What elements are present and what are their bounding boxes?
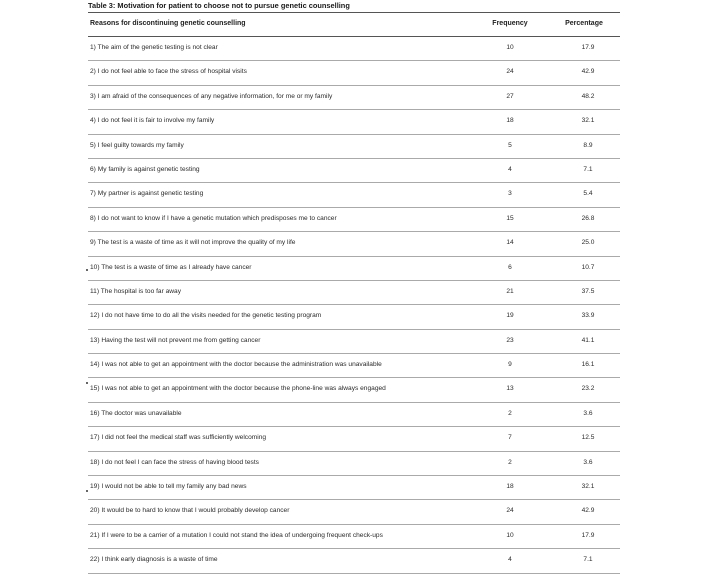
table-row bbox=[88, 110, 620, 134]
frequency-cell: 10 bbox=[506, 44, 514, 51]
percentage-cell: 25.0 bbox=[581, 239, 595, 247]
percentage-cell: 7.1 bbox=[583, 556, 593, 564]
frequency-cell: 5 bbox=[508, 141, 512, 149]
motivation-table bbox=[88, 12, 620, 574]
percentage-cell: 23.2 bbox=[581, 385, 595, 393]
frequency-cell: 6 bbox=[508, 263, 512, 271]
frequency-cell: 3 bbox=[508, 190, 512, 198]
percentage-cell: 8.9 bbox=[583, 141, 593, 149]
table-row bbox=[88, 330, 620, 354]
reason-cell: 3) I am afraid of the consequences of any negative information, for me or my family bbox=[90, 92, 333, 100]
frequency-cell: 14 bbox=[506, 239, 514, 247]
table-row bbox=[88, 208, 620, 232]
frequency-cell: 9 bbox=[508, 361, 512, 369]
scan-mark bbox=[86, 269, 88, 271]
percentage-cell: 42.9 bbox=[581, 68, 595, 76]
table-row bbox=[88, 305, 620, 329]
table-row bbox=[88, 427, 620, 451]
percentage-cell: 7.1 bbox=[583, 165, 593, 173]
header-percentage: Percentage bbox=[565, 20, 603, 27]
percentage-cell: 3.6 bbox=[583, 458, 593, 466]
percentage-cell: 48.2 bbox=[581, 92, 595, 100]
reason-cell: 1) The aim of the genetic testing is not clear bbox=[90, 44, 218, 51]
table-row bbox=[88, 525, 620, 549]
reason-cell: 9) The test is a waste of time as it will not improve the quality of my life bbox=[90, 239, 296, 247]
frequency-cell: 2 bbox=[508, 409, 512, 417]
table-caption: Table 3: Motivation for patient to choose not to pursue genetic counselling bbox=[88, 1, 350, 10]
percentage-cell: 42.9 bbox=[581, 507, 595, 515]
reason-cell: 18) I do not feel I can face the stress of having blood tests bbox=[90, 458, 259, 466]
frequency-cell: 4 bbox=[508, 165, 512, 173]
frequency-cell: 23 bbox=[506, 336, 514, 344]
reason-cell: 15) I was not able to get an appointment with the doctor because the phone-line was always engaged bbox=[90, 385, 386, 393]
table-row bbox=[88, 378, 620, 402]
frequency-cell: 21 bbox=[506, 287, 514, 295]
percentage-cell: 33.9 bbox=[581, 312, 595, 320]
table-row bbox=[88, 86, 620, 110]
reason-cell: 7) My partner is against genetic testing bbox=[90, 190, 204, 198]
reason-cell: 2) I do not feel able to face the stress of hospital visits bbox=[90, 68, 247, 76]
frequency-cell: 13 bbox=[506, 385, 514, 393]
frequency-cell: 19 bbox=[506, 312, 514, 320]
reason-cell: 11) The hospital is too far away bbox=[90, 287, 182, 295]
frequency-cell: 24 bbox=[506, 507, 514, 515]
table-row bbox=[88, 354, 620, 378]
table-row bbox=[88, 257, 620, 281]
frequency-cell: 24 bbox=[506, 68, 514, 76]
table-row bbox=[88, 61, 620, 85]
table-row bbox=[88, 281, 620, 305]
frequency-cell: 4 bbox=[508, 556, 512, 564]
reason-cell: 22) I think early diagnosis is a waste of time bbox=[90, 556, 218, 564]
percentage-cell: 16.1 bbox=[581, 361, 595, 369]
header-frequency: Frequency bbox=[492, 20, 528, 27]
frequency-cell: 27 bbox=[506, 92, 514, 100]
table-row bbox=[88, 476, 620, 500]
reason-cell: 12) I do not have time to do all the visits needed for the genetic testing program bbox=[90, 312, 322, 320]
percentage-cell: 32.1 bbox=[581, 117, 595, 125]
percentage-cell: 17.9 bbox=[581, 44, 595, 51]
reason-cell: 8) I do not want to know if I have a genetic mutation which predisposes me to cancer bbox=[90, 214, 337, 222]
reason-cell: 10) The test is a waste of time as I already have cancer bbox=[90, 263, 252, 271]
percentage-cell: 5.4 bbox=[583, 190, 593, 198]
table-row bbox=[88, 135, 620, 159]
reason-cell: 6) My family is against genetic testing bbox=[90, 165, 200, 173]
frequency-cell: 10 bbox=[506, 531, 514, 539]
frequency-cell: 15 bbox=[506, 214, 514, 222]
table-row bbox=[88, 403, 620, 427]
table-row bbox=[88, 549, 620, 573]
reason-cell: 21) If I were to be a carrier of a mutation I could not stand the idea of undergoing frequent check-ups bbox=[90, 531, 383, 539]
table-row bbox=[88, 452, 620, 476]
percentage-cell: 12.5 bbox=[581, 434, 595, 442]
frequency-cell: 7 bbox=[508, 434, 512, 442]
table-row bbox=[88, 159, 620, 183]
percentage-cell: 41.1 bbox=[581, 336, 595, 344]
percentage-cell: 26.8 bbox=[581, 214, 595, 222]
reason-cell: 14) I was not able to get an appointment with the doctor because the administration was unavailable bbox=[90, 361, 382, 369]
reason-cell: 17) I did not feel the medical staff was sufficiently welcoming bbox=[90, 434, 267, 442]
reason-cell: 19) I would not be able to tell my family any bad news bbox=[90, 483, 247, 491]
percentage-cell: 37.5 bbox=[581, 287, 595, 295]
table-row bbox=[88, 232, 620, 256]
scan-mark bbox=[86, 382, 88, 384]
table-row bbox=[88, 183, 620, 207]
percentage-cell: 3.6 bbox=[583, 409, 593, 417]
reason-cell: 13) Having the test will not prevent me from getting cancer bbox=[90, 336, 261, 344]
frequency-cell: 18 bbox=[506, 483, 514, 491]
percentage-cell: 17.9 bbox=[581, 531, 595, 539]
reason-cell: 20) It would be to hard to know that I would probably develop cancer bbox=[90, 507, 290, 515]
table-row bbox=[88, 37, 620, 61]
frequency-cell: 18 bbox=[506, 117, 514, 125]
reason-cell: 5) I feel guilty towards my family bbox=[90, 141, 184, 149]
frequency-cell: 2 bbox=[508, 458, 512, 466]
percentage-cell: 10.7 bbox=[581, 263, 595, 271]
header-reason: Reasons for discontinuing genetic counselling bbox=[90, 20, 246, 27]
reason-cell: 4) I do not feel it is fair to involve my family bbox=[90, 117, 215, 125]
table-row bbox=[88, 500, 620, 524]
reason-cell: 16) The doctor was unavailable bbox=[90, 409, 182, 417]
percentage-cell: 32.1 bbox=[581, 483, 595, 491]
table-header-row bbox=[88, 13, 620, 37]
scan-mark bbox=[86, 490, 88, 492]
